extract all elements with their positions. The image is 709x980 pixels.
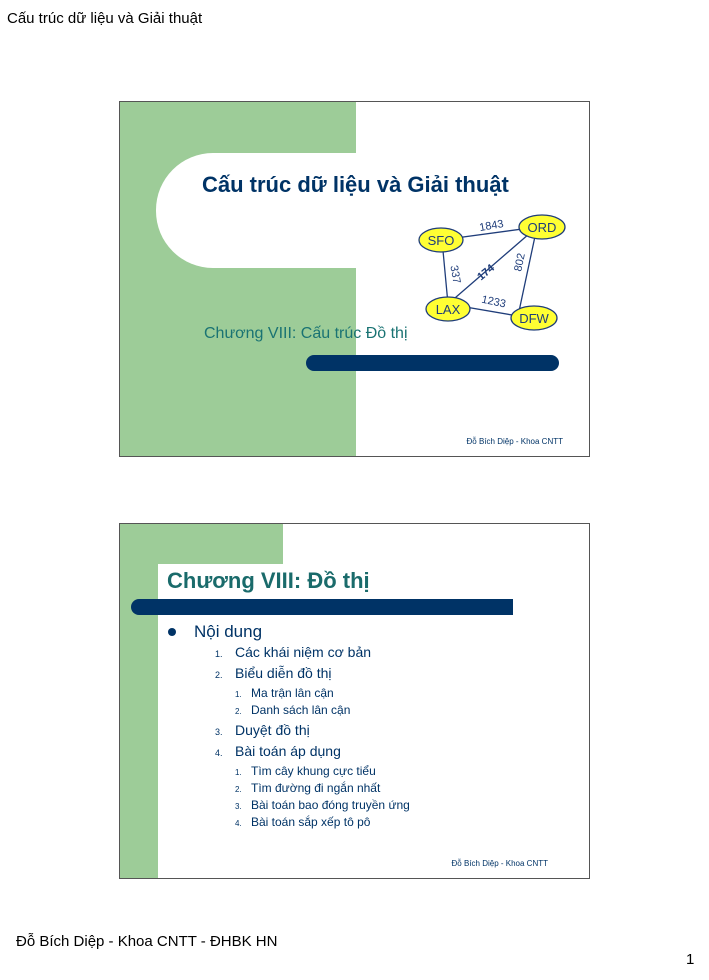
edge-weight: 1233 [480, 293, 507, 311]
edge-weight: 337 [447, 264, 463, 285]
slide-title: Cấu trúc dữ liệu và Giải thuật [202, 172, 509, 197]
item-text: Bài toán áp dụng [235, 743, 341, 759]
item-number: 3. [215, 727, 223, 737]
subitem-number: 2. [235, 707, 242, 716]
page-footer: Đỗ Bích Diệp - Khoa CNTT - ĐHBK HN [16, 933, 278, 950]
subitem-text: Ma trận lân cận [251, 686, 334, 700]
slide-footer: Đỗ Bích Diệp - Khoa CNTT [466, 437, 563, 446]
bullet-heading: Nội dung [194, 622, 263, 641]
subitem-text: Bài toán sắp xếp tô pô [251, 815, 371, 829]
edge-weight: 1843 [478, 218, 505, 235]
node-label: LAX [435, 302, 461, 317]
subitem-number: 3. [235, 802, 242, 811]
outline-subitem [215, 798, 410, 812]
node-label: SFO [427, 233, 455, 248]
edge-weight: 174 [475, 262, 497, 284]
subitem-text: Danh sách lân cận [251, 703, 351, 717]
bullet-icon [168, 628, 176, 636]
subitem-number: 4. [235, 819, 242, 828]
slide-footer: Đỗ Bích Diệp - Khoa CNTT [451, 859, 548, 868]
title-bar [131, 599, 513, 615]
outline-subitem [215, 815, 370, 829]
outline-item [215, 665, 332, 681]
node-label: DFW [519, 311, 549, 326]
subitem-number: 1. [235, 690, 242, 699]
subitem-text: Tìm cây khung cực tiểu [251, 764, 376, 778]
subitem-number: 1. [235, 768, 242, 777]
item-number: 2. [215, 670, 223, 680]
page-number: 1 [686, 951, 695, 968]
item-number: 4. [215, 748, 223, 758]
outline-subitem [215, 781, 380, 795]
outline-item [215, 722, 310, 738]
edge-weight: 802 [512, 252, 528, 273]
subitem-number: 2. [235, 785, 242, 794]
slide-title: Chương VIII: Đồ thị [167, 568, 370, 593]
graph-diagram [400, 207, 590, 332]
title-bar [306, 355, 559, 371]
outline-item [215, 644, 371, 660]
outline-item [215, 743, 341, 759]
subitem-text: Bài toán bao đóng truyền ứng [251, 798, 410, 812]
node-label: ORD [527, 220, 557, 235]
outline-subitem [215, 703, 350, 717]
slide-1 [119, 101, 590, 457]
page-header: Cấu trúc dữ liệu và Giải thuật [7, 10, 203, 27]
outline-subitem [215, 686, 334, 700]
item-text: Duyệt đồ thị [235, 722, 310, 738]
item-text: Biểu diễn đồ thị [235, 665, 332, 681]
slide-2 [119, 523, 590, 879]
item-text: Các khái niệm cơ bản [235, 644, 372, 660]
subitem-text: Tìm đường đi ngắn nhất [251, 781, 381, 795]
outline-subitem [215, 764, 376, 778]
slide-subtitle: Chương VIII: Cấu trúc Đồ thị [204, 325, 408, 342]
item-number: 1. [215, 649, 223, 659]
